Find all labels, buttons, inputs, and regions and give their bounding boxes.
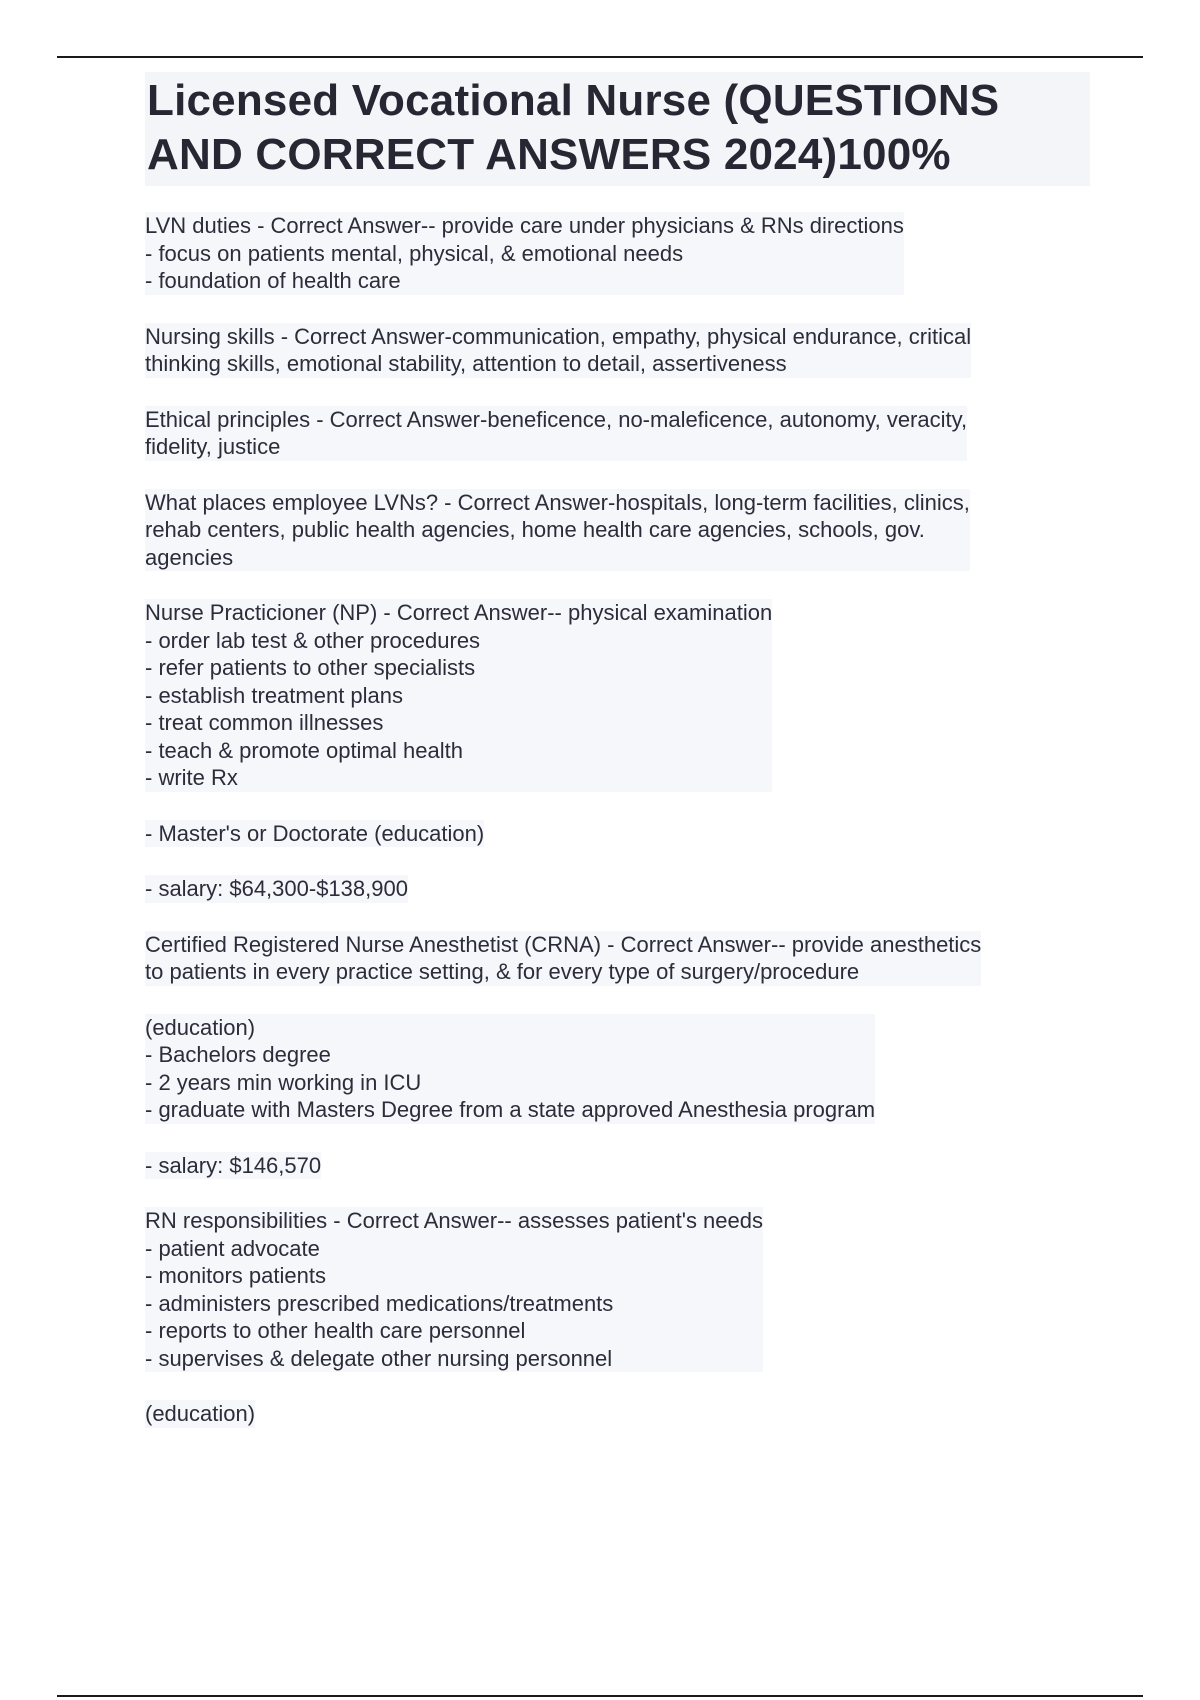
text-line: Certified Registered Nurse Anesthetist (CRNA) - Correct Answer-- provide anesthetics	[145, 931, 982, 957]
text-line: - monitors patients	[145, 1263, 326, 1288]
text-line: - 2 years min working in ICU	[145, 1069, 422, 1095]
text-block	[145, 1014, 875, 1124]
text-line: - supervises & delegate other nursing personnel	[145, 1345, 613, 1371]
paragraph-gap	[145, 1372, 1090, 1400]
text-line: - refer patients to other specialists	[145, 655, 476, 680]
document-page	[145, 72, 1090, 1456]
text-line: - salary: $64,300-$138,900	[145, 876, 408, 901]
text-line: - treat common illnesses	[145, 710, 384, 735]
text-block	[145, 1400, 255, 1428]
text-line: - patient advocate	[145, 1235, 320, 1261]
text-block	[145, 212, 904, 295]
text-line: to patients in every practice setting, & for every type of surgery/procedure	[145, 959, 860, 984]
text-line: thinking skills, emotional stability, attention to detail, assertiveness	[145, 351, 787, 376]
text-block	[145, 489, 970, 572]
qa-entry	[145, 1207, 1090, 1428]
qa-entry	[145, 212, 1090, 295]
text-block	[145, 1207, 763, 1372]
text-line: - order lab test & other procedures	[145, 627, 481, 653]
bottom-rule	[57, 1695, 1143, 1697]
qa-entry	[145, 406, 1090, 461]
text-block	[145, 1152, 321, 1180]
text-line: - administers prescribed medications/treatments	[145, 1290, 614, 1316]
text-line: - graduate with Masters Degree from a state approved Anesthesia program	[145, 1097, 876, 1122]
text-block	[145, 599, 772, 792]
text-line: RN responsibilities - Correct Answer-- assesses patient's needs	[145, 1208, 763, 1233]
paragraph-gap	[145, 986, 1090, 1014]
qa-entry	[145, 489, 1090, 572]
document-title	[145, 72, 1090, 186]
qa-entries	[145, 212, 1090, 1428]
text-block	[145, 406, 967, 461]
qa-entry	[145, 931, 1090, 1180]
paragraph-gap	[145, 792, 1090, 820]
text-line: - teach & promote optimal health	[145, 737, 463, 763]
top-rule	[57, 56, 1143, 58]
text-line: - establish treatment plans	[145, 682, 404, 708]
text-block	[145, 931, 981, 986]
text-line: What places employee LVNs? - Correct Answer-hospitals, long-term facilities, clinics,	[145, 489, 970, 515]
text-line: - reports to other health care personnel	[145, 1318, 526, 1343]
text-line: Ethical principles - Correct Answer-beneficence, no-maleficence, autonomy, veracity,	[145, 406, 968, 432]
text-line: - Master's or Doctorate (education)	[145, 820, 485, 846]
text-line: - focus on patients mental, physical, & emotional needs	[145, 240, 684, 266]
text-line: agencies	[145, 544, 234, 570]
text-line: - write Rx	[145, 765, 238, 790]
text-line: Nursing skills - Correct Answer-communication, empathy, physical endurance, critical	[145, 323, 972, 349]
text-block	[145, 820, 484, 848]
qa-entry	[145, 599, 1090, 903]
text-line: - Bachelors degree	[145, 1042, 331, 1067]
text-block	[145, 875, 408, 903]
text-line: rehab centers, public health agencies, home health care agencies, schools, gov.	[145, 517, 925, 542]
paragraph-gap	[145, 1124, 1090, 1152]
paragraph-gap	[145, 847, 1090, 875]
text-line: LVN duties - Correct Answer-- provide care under physicians & RNs directions	[145, 213, 904, 238]
qa-entry	[145, 323, 1090, 378]
text-line: (education)	[145, 1401, 256, 1426]
text-line: (education)	[145, 1014, 256, 1040]
title-line: AND CORRECT ANSWERS 2024)100%	[147, 130, 951, 179]
text-line: Nurse Practicioner (NP) - Correct Answer-- physical examination	[145, 600, 773, 625]
title-line: Licensed Vocational Nurse (QUESTIONS	[147, 76, 1000, 125]
text-line: - salary: $146,570	[145, 1152, 322, 1178]
text-line: - foundation of health care	[145, 268, 401, 293]
text-line: fidelity, justice	[145, 434, 281, 459]
text-block	[145, 323, 971, 378]
